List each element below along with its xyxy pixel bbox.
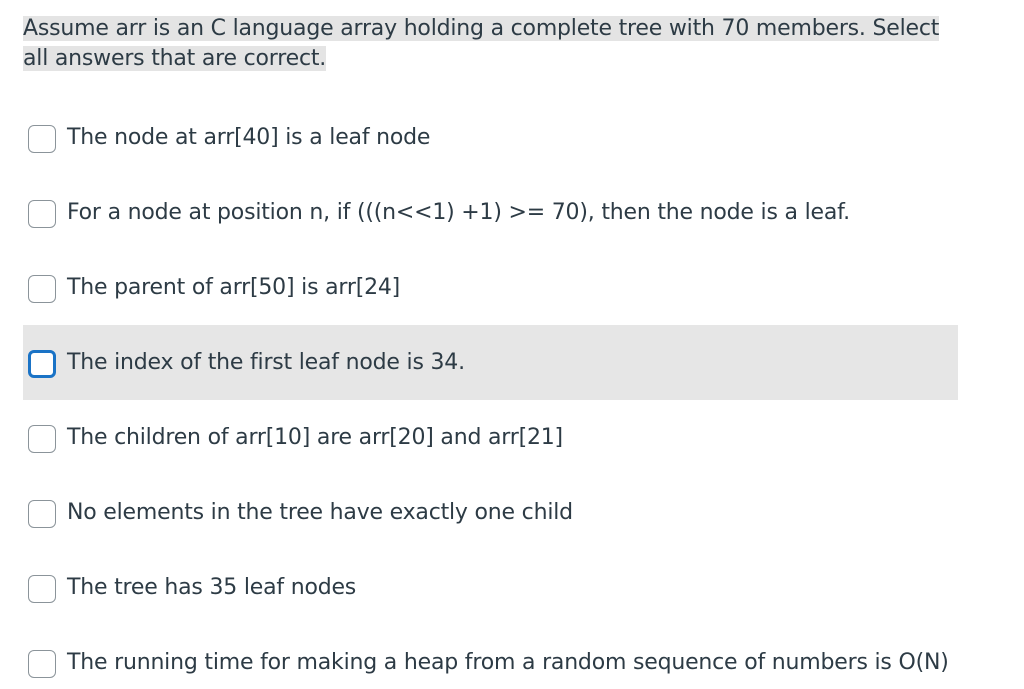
checkbox[interactable] — [28, 500, 56, 528]
answer-option-5[interactable] — [23, 400, 958, 475]
answer-option-label: For a node at position n, if (((n<<1) +1) >= 70), then the node is a leaf. — [67, 200, 850, 225]
answer-option-label: The index of the first leaf node is 34. — [67, 350, 465, 375]
answer-option-3[interactable] — [23, 250, 958, 325]
answer-option-7[interactable] — [23, 550, 958, 625]
checkbox[interactable] — [28, 350, 56, 378]
answer-option-4[interactable] — [23, 325, 958, 400]
checkbox[interactable] — [28, 575, 56, 603]
checkbox[interactable] — [28, 200, 56, 228]
answer-option-label: No elements in the tree have exactly one child — [67, 500, 573, 525]
checkbox[interactable] — [28, 275, 56, 303]
checkbox[interactable] — [28, 650, 56, 678]
answer-option-label: The running time for making a heap from a random sequence of numbers is O(N) — [67, 650, 949, 675]
answer-option-label: The children of arr[10] are arr[20] and arr[21] — [67, 425, 563, 450]
answer-option-6[interactable] — [23, 475, 958, 550]
answer-option-label: The tree has 35 leaf nodes — [67, 575, 357, 600]
answer-option-1[interactable] — [23, 100, 958, 175]
answer-option-label: The node at arr[40] is a leaf node — [67, 125, 431, 150]
answer-option-2[interactable] — [23, 175, 958, 250]
question-text — [23, 14, 953, 74]
checkbox[interactable] — [28, 125, 56, 153]
answer-options — [23, 100, 958, 689]
question-prompt: Assume arr is an C language array holding a complete tree with 70 members. Select all answers that are correct. — [23, 16, 940, 71]
checkbox[interactable] — [28, 425, 56, 453]
answer-option-8[interactable] — [23, 625, 958, 689]
answer-option-label: The parent of arr[50] is arr[24] — [67, 275, 401, 300]
